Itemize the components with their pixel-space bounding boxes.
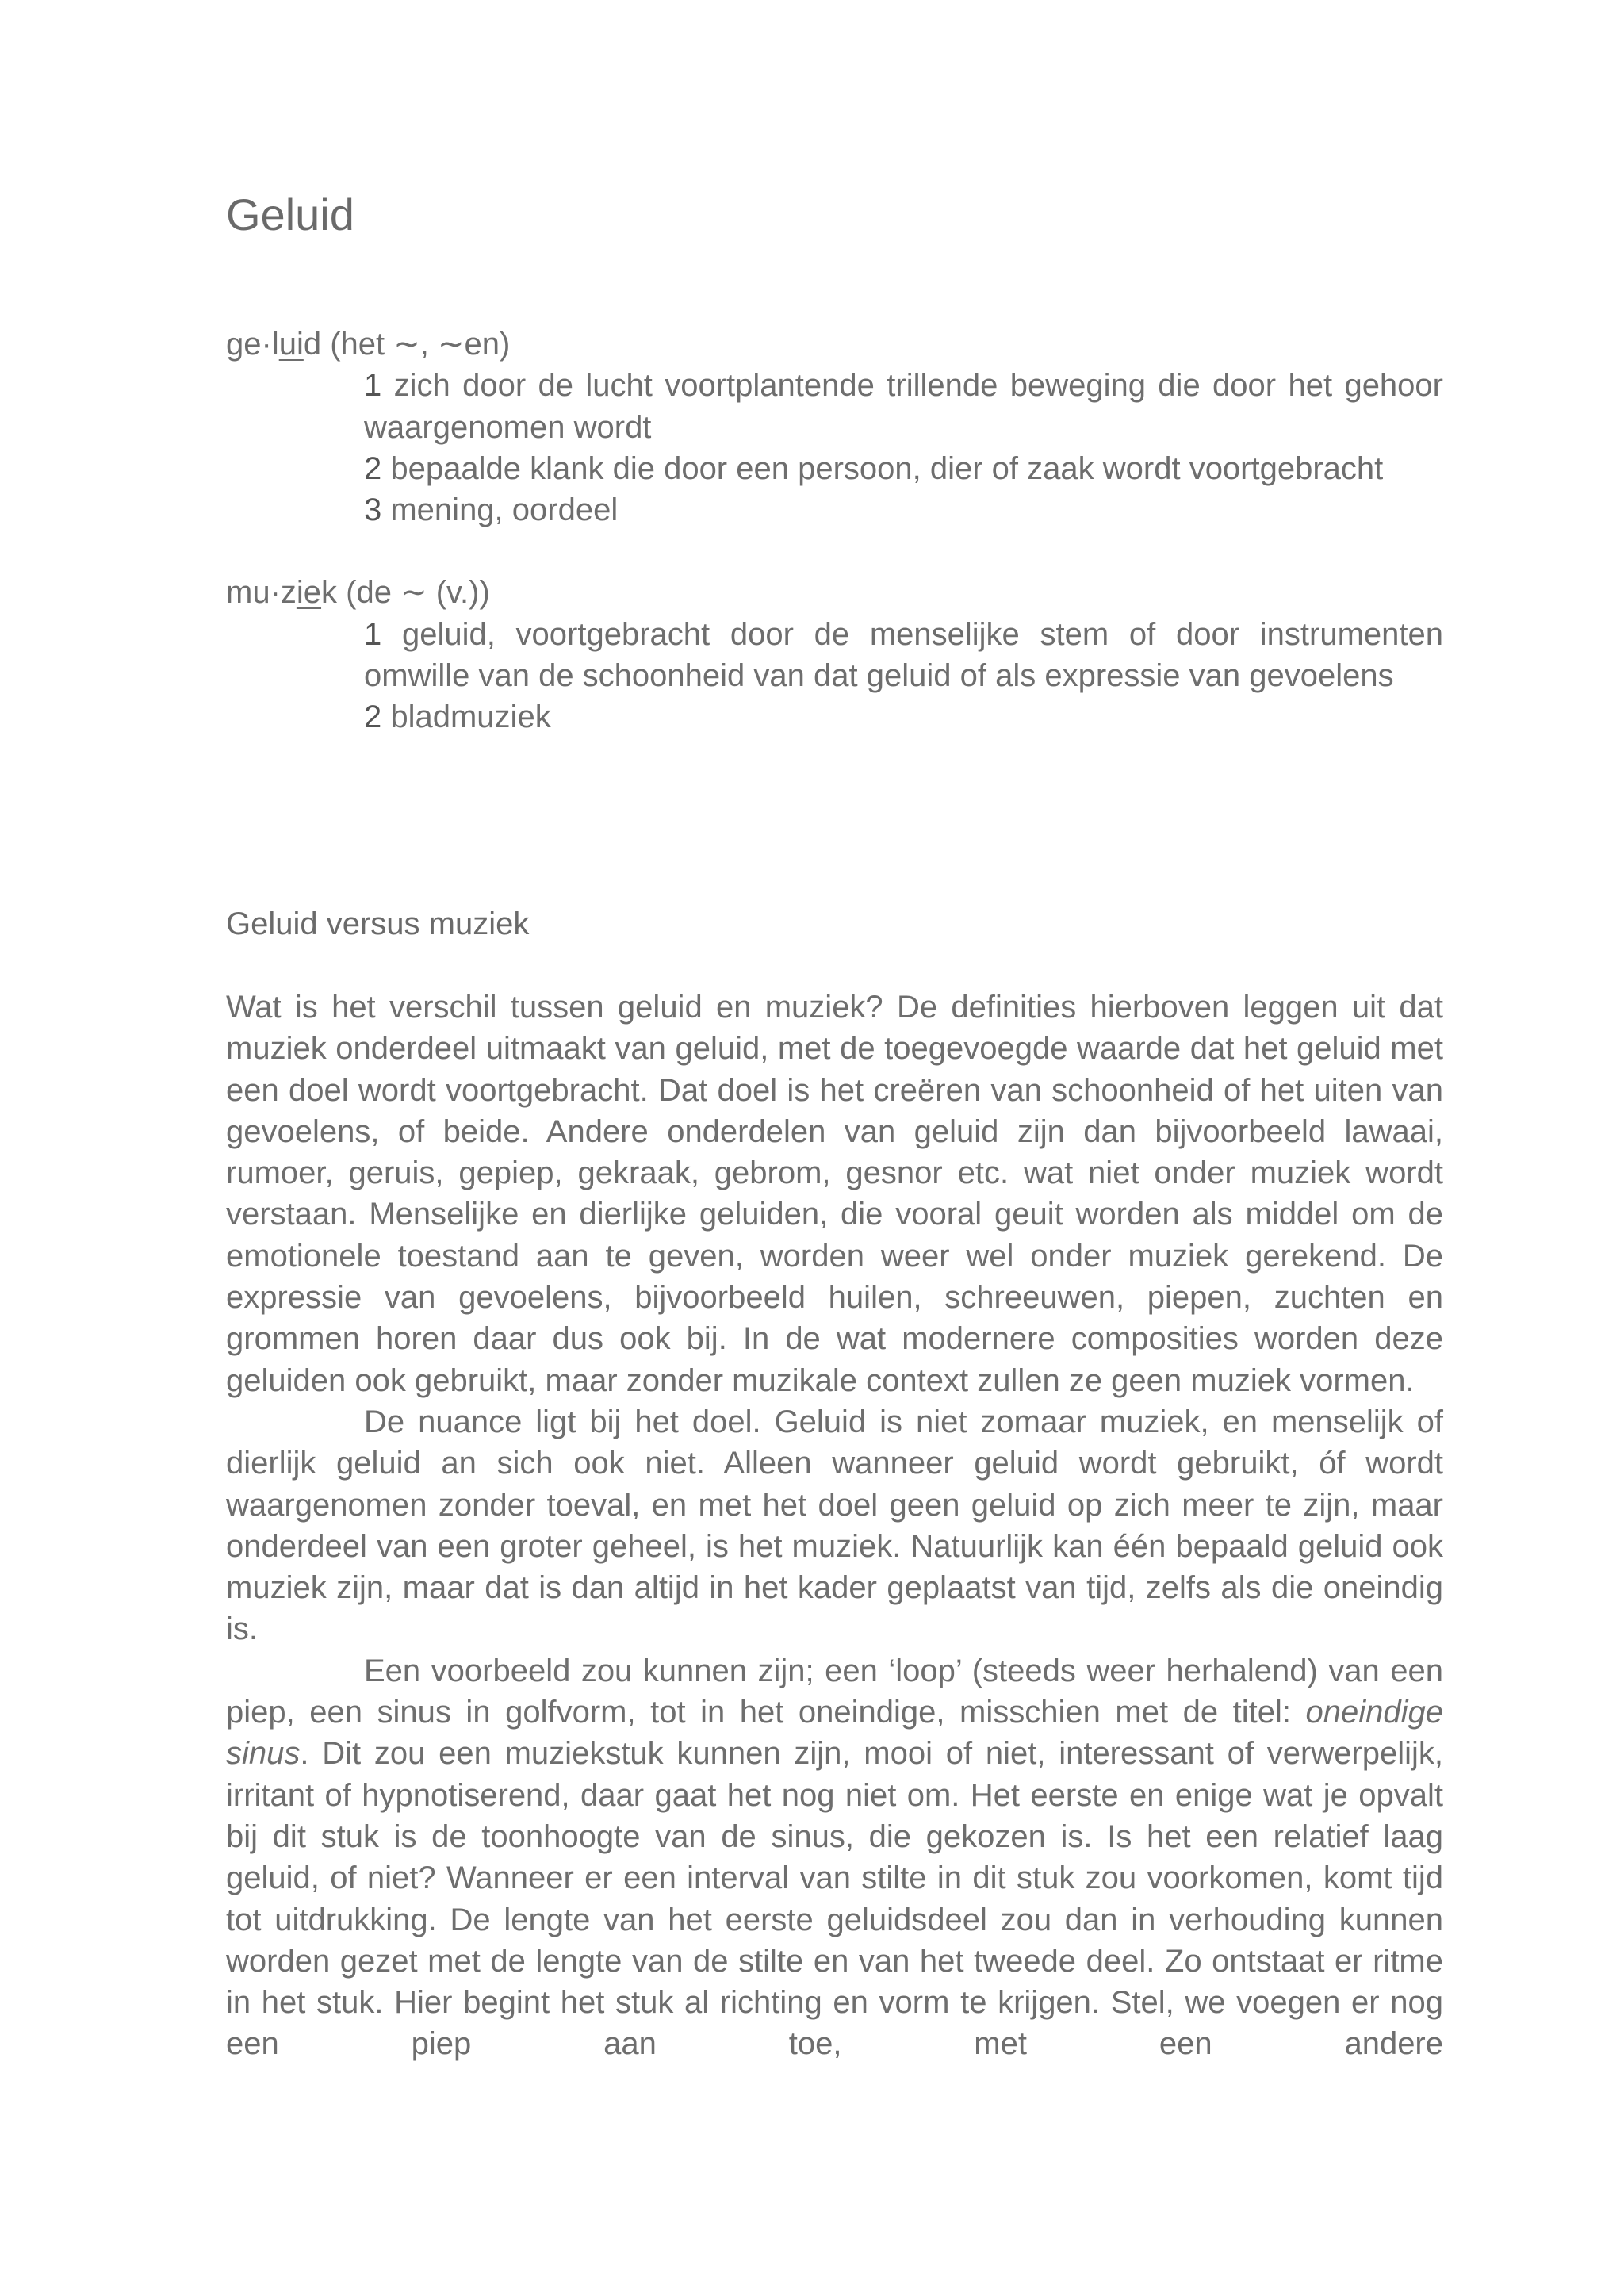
entry-sense bbox=[364, 696, 1443, 738]
entry-sense bbox=[364, 448, 1443, 489]
sense-text: zich door de lucht voortplantende trillende beweging die door het gehoor waargenomen wordt bbox=[364, 368, 1443, 445]
entry-headword: ge·luid bbox=[226, 327, 322, 362]
dictionary-entry-geluid bbox=[226, 324, 1443, 531]
sense-text: bladmuziek bbox=[381, 699, 551, 735]
entry-sense bbox=[364, 614, 1443, 697]
entry-headword: mu·ziek bbox=[226, 575, 338, 611]
entry-grammar: (de ∼ (v.)) bbox=[337, 575, 490, 611]
sense-number: 2 bbox=[364, 699, 382, 735]
sense-text: mening, oordeel bbox=[381, 492, 619, 528]
sense-number: 3 bbox=[364, 492, 382, 528]
paragraph: Wat is het verschil tussen geluid en muziek? De definities hierboven leggen uit dat muziek onderdeel uitmaakt van geluid, met de toegevoegde waarde dat het geluid met een doel wordt voortgebracht. Dat doel is het creëren van schoonheid of het uiten van gevoelens, of beide. Andere onderdelen van geluid zijn dan bijvoorbeeld lawaai, rumoer, geruis, gepiep, gekraak, gebrom, gesnor etc. wat niet onder muziek wordt verstaan. Menselijke en dierlijke geluiden, die vooral geuit worden als middel om de emotionele toestand aan te geven, worden weer wel onder muziek gerekend. De expressie van gevoelens, bijvoorbeeld huilen, schreeuwen, piepen, zuchten en grommen horen daar dus ook bij. In de wat modernere composities worden deze geluiden ook gebruikt, maar zonder muzikale context zullen ze geen muziek vormen. bbox=[226, 990, 1443, 1398]
body-text bbox=[226, 987, 1443, 2065]
dictionary-entry-muziek bbox=[226, 572, 1443, 738]
entry-senses bbox=[364, 614, 1443, 738]
dictionary-entries bbox=[226, 324, 1443, 738]
sense-number: 2 bbox=[364, 450, 382, 486]
sense-number: 1 bbox=[364, 368, 382, 404]
entry-sense bbox=[364, 489, 1443, 531]
entry-headword-line bbox=[226, 324, 1443, 365]
italic-title: oneindige sinus bbox=[226, 1695, 1443, 1772]
paragraph: De nuance ligt bij het doel. Geluid is niet zomaar muziek, en menselijk of dierlijk geluid an sich ook niet. Alleen wanneer geluid wordt gebruikt, óf wordt waargenomen zonder toeval, en met het doel geen geluid op zich meer te zijn, maar onderdeel van een groter geheel, is het muziek. Natuurlijk kan één bepaald geluid ook muziek zijn, maar dat is dan altijd in het kader geplaatst van tijd, zelfs als die oneindig is. bbox=[226, 1404, 1443, 1647]
document-title: Geluid bbox=[226, 190, 354, 239]
sense-text: geluid, voortgebracht door de menselijke stem of door instrumenten omwille van de schoonheid van dat geluid of als expressie van gevoelens bbox=[364, 616, 1443, 694]
entry-headword-line bbox=[226, 572, 1443, 613]
entry-sense bbox=[364, 365, 1443, 448]
entry-senses bbox=[364, 365, 1443, 531]
entry-grammar: (het ∼, ∼en) bbox=[321, 327, 511, 362]
sense-text: bepaalde klank die door een persoon, dier of zaak wordt voortgebracht bbox=[381, 450, 1384, 486]
sense-number: 1 bbox=[364, 616, 382, 652]
paragraph: Een voorbeeld zou kunnen zijn; een ‘loop’ (steeds weer herhalend) van een piep, een sinus in golfvorm, tot in het oneindige, misschien met de titel: oneindige sinus. Dit zou een muziekstuk kunnen zijn, mooi of niet, interessant of verwerpelijk, irritant of hypnotiserend, daar gaat het nog niet om. Het eerste en enige wat je opvalt bij dit stuk is de toonhoogte van de sinus, die gekozen is. Is het een relatief laag geluid, of niet? Wanneer er een interval van stilte in dit stuk zou voorkomen, komt tijd tot uitdrukking. De lengte van het eerste geluidsdeel zou dan in verhouding kunnen worden gezet met de lengte van de stilte en van het tweede deel. Zo ontstaat er ritme in het stuk. Hier begint het stuk al richting en vorm te krijgen. Stel, we voegen er nog een piep aan toe, met een andere bbox=[226, 1653, 1443, 2062]
section-heading: Geluid versus muziek bbox=[226, 906, 530, 941]
